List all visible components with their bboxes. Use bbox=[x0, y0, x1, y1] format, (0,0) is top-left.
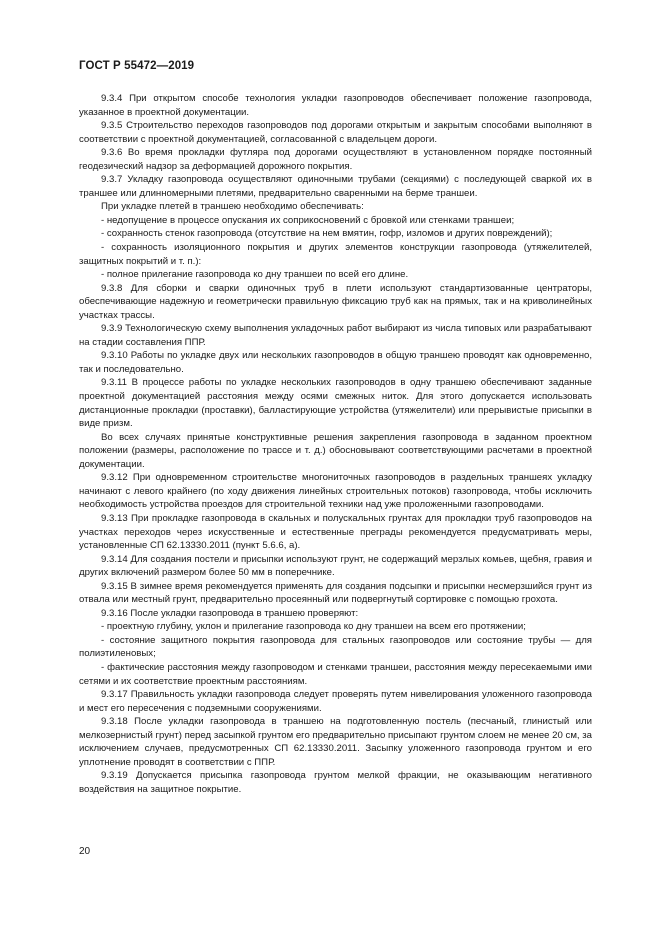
list-item: - недопущение в процессе опускания их соприкосновений с бровкой или стенками траншеи; bbox=[101, 214, 515, 226]
paragraph-9-3-10: 9.3.10 Работы по укладке двух или нескольких газопроводов в общую траншею проводят как одновременно, так и последовательно. bbox=[79, 350, 592, 375]
paragraph-9-3-14: 9.3.14 Для создания постели и присыпки используют грунт, не содержащий мерзлых комьев, щебня, гравия и других включений размером более 50 мм в поперечнике. bbox=[79, 553, 592, 579]
paragraph-9-3-4: 9.3.4 При открытом способе технология укладки газопроводов обеспечивает положение газопровода, указанное в проектной документации. bbox=[79, 93, 592, 118]
paragraph-9-3-19: 9.3.19 Допускается присыпка газопровода грунтом мелкой фракции, не оказывающим негативного воздействия на защитное покрытие. bbox=[79, 770, 592, 795]
paragraph-9-3-13: 9.3.13 При прокладке газопровода в скальных и полускальных грунтах для прокладки труб газопроводов на участках переходов через искусственные и естественные преграды рекомендуется предусматривать меры, установленные СП 62.13330.2011 (пункт 5.6.6, а). bbox=[79, 512, 592, 552]
page-number: 20 bbox=[79, 846, 91, 857]
list-item: - фактические расстояния между газопроводом и стенками траншеи, расстояния между пересекаемыми ими сетями и их соответствие проектным расстояниям. bbox=[79, 661, 592, 687]
paragraph-9-3-9: 9.3.9 Технологическую схему выполнения укладочных работ выбирают из числа типовых или разрабатывают на стадии составления ППР. bbox=[79, 323, 592, 348]
list-item: - сохранность стенок газопровода (отсутствие на нем вмятин, гофр, изломов и других повреждений); bbox=[101, 228, 553, 240]
list-item: - полное прилегание газопровода ко дну траншеи по всей его длине. bbox=[101, 269, 409, 281]
paragraph-9-3-6: 9.3.6 Во время прокладки футляра под дорогами осуществляют в установленном порядке постоянный геодезический надзор за деформацией дорожного покрытия. bbox=[79, 147, 592, 172]
paragraph-9-3-16: 9.3.16 После укладки газопровода в траншею проверяют: bbox=[101, 607, 359, 619]
paragraph-9-3-7: 9.3.7 Укладку газопровода осуществляют одиночными трубами (секциями) с последующей сваркой их в траншее или длинномерными плетями, предварительно сваренными на берме траншеи. bbox=[79, 174, 592, 199]
document-code-header: ГОСТ Р 55472—2019 bbox=[79, 60, 195, 72]
paragraph-design-solutions: Во всех случаях принятые конструктивные решения закрепления газопровода в заданном проектном положении (размеры, расположение по трассе и т. д.) обосновывают соответствующими расчетами в проектной документации. bbox=[79, 431, 592, 470]
paragraph-9-3-8: 9.3.8 Для сборки и сварки одиночных труб в плети используют стандартизованные центраторы, обеспечивающие надежную и геометрически правильную фиксацию труб как на прямых, так и на криволинейных участках трассы. bbox=[79, 282, 592, 321]
list-item: - сохранность изоляционного покрытия и других элементов конструкции газопровода (утяжелителей, защитных покрытий и т. п.): bbox=[79, 242, 592, 267]
paragraph-9-3-18: 9.3.18 После укладки газопровода в траншею на подготовленную постель (песчаный, глинистый или мелкозернистый грунт) перед засыпкой грунтом его предварительно присыпают грунтом слоем не менее 20 см, за исключением случаев, предусмотренных СП 62.13330.2011. Засыпку уложенного газопровода грунтом и его уплотнение проводят в соответствии с ППР. bbox=[79, 716, 592, 768]
paragraph-laying-intro: При укладке плетей в траншею необходимо обеспечивать: bbox=[101, 201, 364, 213]
paragraph-9-3-5: 9.3.5 Строительство переходов газопроводов под дорогами открытым и закрытым способами выполняют в соответствии с проектной документацией, согласованной с владельцем дороги. bbox=[79, 120, 592, 145]
paragraph-9-3-11: 9.3.11 В процессе работы по укладке нескольких газопроводов в одну траншею обеспечивают заданные проектной документацией расстояния между осями смежных ниток. Для этого допускается использовать дистанционные прокладки (проставки), балластирующие устройства (утяжелители) или прерывистые присыпки в виде призм. bbox=[79, 377, 592, 430]
list-item: - состояние защитного покрытия газопровода для стальных газопроводов или состояние трубы — для полиэтиленовых; bbox=[79, 634, 592, 660]
paragraph-9-3-12: 9.3.12 При одновременном строительстве многониточных газопроводов в раздельных траншеях укладку начинают с левого крайнего (по ходу движения линейных строительных потоков) газопровода, чтобы исключить необходимость устройства проездов для строительной техники над уже проложенными газопроводами. bbox=[79, 472, 592, 511]
document-body bbox=[79, 92, 592, 796]
list-item: - проектную глубину, уклон и прилегание газопровода ко дну траншеи на всем его протяжении; bbox=[101, 621, 526, 633]
paragraph-9-3-17: 9.3.17 Правильность укладки газопровода следует проверять путем нивелирования уложенного газопровода и мест его пересечения с подземными сооружениями. bbox=[79, 689, 592, 714]
paragraph-9-3-15: 9.3.15 В зимнее время рекомендуется применять для создания подсыпки и присыпки несмерзшийся грунт из отвала или местный грунт, предварительно просеянный или подвергнутый сортировке с помощью грохота. bbox=[79, 580, 592, 606]
